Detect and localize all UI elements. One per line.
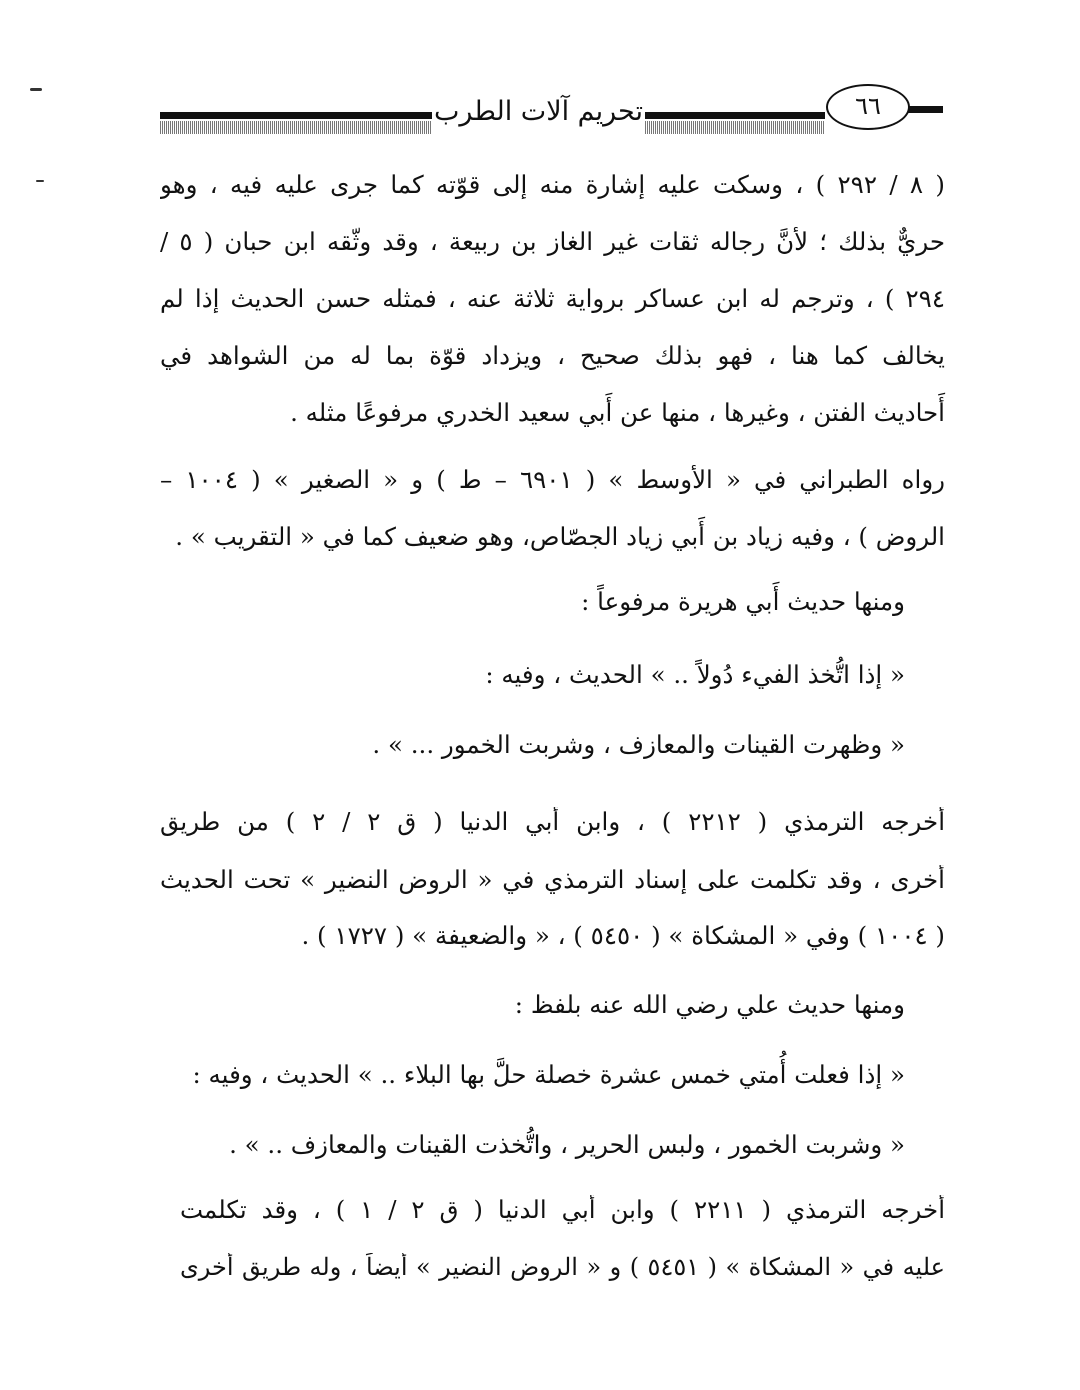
text-line: « إذا فعلت أُمتي خمس عشرة خصلة حلَّ بها البلاء .. » الحديث ، وفيه :	[192, 1060, 905, 1089]
text-line: « وظهرت القينات والمعازف ، وشربت الخمور ... » .	[372, 730, 905, 759]
scan-speck	[36, 180, 44, 182]
running-title: تحريم آلات الطرب	[434, 96, 643, 127]
text-line: ٢٩٤ ) ، وترجم له ابن عساكر برواية ثلاثة عنه ، فمثله حسن الحديث إذا لم	[160, 284, 945, 313]
text-line: « إذا اتُّخذ الفيء دُولاً .. » الحديث ، وفيه :	[485, 660, 905, 689]
text-line: أَخرجه الترمذي ( ٢٢١٢ ) ، وابن أَبي الدنيا ( ق ٢ / ٢ ) من طريق	[160, 807, 945, 836]
page-number: ٦٦	[826, 84, 910, 130]
text-line: أَخرجه الترمذي ( ٢٢١١ ) وابن أَبي الدنيا ( ق ٢ / ١ ) ، وقد تكلمت	[180, 1195, 945, 1224]
text-line: ( ١٠٠٤ ) وفي « المشكاة » ( ٥٤٥٠ ) ، « والضعيفة » ( ١٧٢٧ ) .	[301, 921, 945, 950]
header-rule-middle	[645, 112, 825, 134]
header-rule-left	[160, 112, 432, 134]
text-line: الروض ) ، وفيه زياد بن أَبي زياد الجصّاص، وهو ضعيف كما في « التقريب » .	[175, 522, 945, 551]
text-line: « وشربت الخمور ، ولبس الحرير ، واتُّخذت القينات والمعازف .. » .	[229, 1130, 905, 1159]
text-line: ( ٨ / ٢٩٢ ) ، وسكت عليه إشارة منه إلى قوّته كما جرى عليه فيه ، وهو	[160, 170, 945, 199]
scan-speck	[30, 88, 42, 91]
text-line: رواه الطبراني في « الأَوسط » ( ٦٩٠١ – ط ) و « الصغير » ( ١٠٠٤ –	[160, 465, 945, 494]
text-line: ومنها حديث علي رضي الله عنه بلفظ :	[514, 990, 905, 1019]
text-line: ومنها حديث أَبي هريرة مرفوعاً :	[581, 587, 905, 616]
text-line: يخالف كما هنا ، فهو بذلك صحيح ، ويزداد قوّة بما له من الشواهد في	[160, 341, 945, 370]
text-line: عليه في « المشكاة » ( ٥٤٥١ ) و « الروض النضير » أَيضاً ، وله طريق أُخرى	[180, 1253, 945, 1281]
text-line: أُخرى ، وقد تكلمت على إسناد الترمذي في « الروض النضير » تحت الحديث	[160, 865, 945, 894]
text-line: أَحاديث الفتن ، وغيرها ، منها عن أَبي سعيد الخدري مرفوعًا مثله .	[290, 398, 945, 427]
header-rule-right	[905, 106, 943, 113]
text-line: حريٌّ بذلك ؛ لأَنَّ رجاله ثقات غير الغاز بن ربيعة ، وقد وثّقه ابن حبان ( ٥ /	[160, 227, 945, 256]
